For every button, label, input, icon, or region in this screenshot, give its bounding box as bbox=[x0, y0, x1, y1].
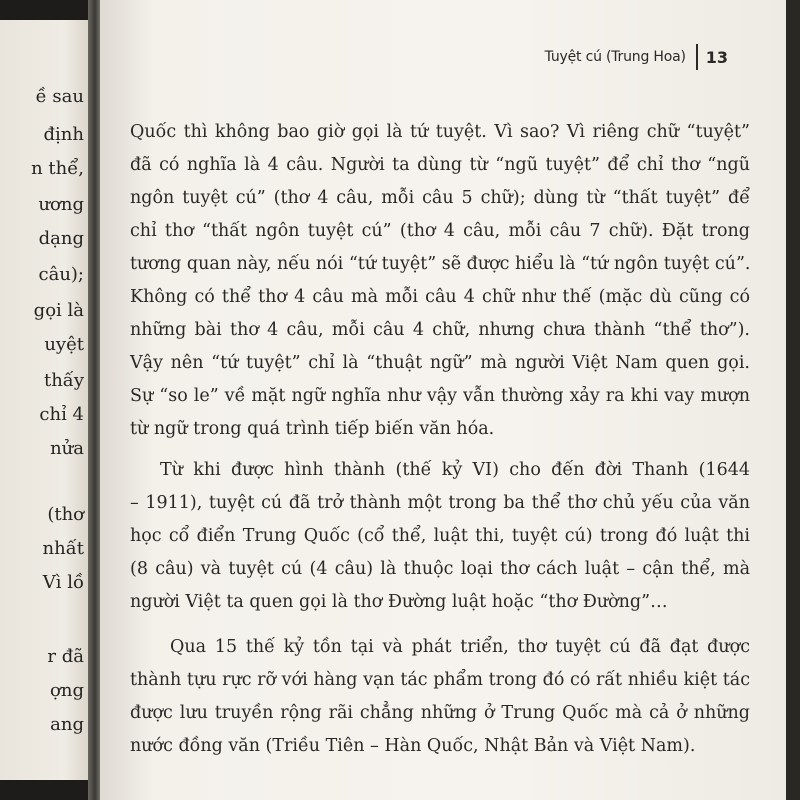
left-page-fragment: định bbox=[43, 124, 84, 145]
page-number: 13 bbox=[705, 47, 728, 67]
left-page-fragment: uyệt bbox=[44, 334, 84, 355]
header-divider bbox=[696, 44, 698, 70]
left-page-edge bbox=[0, 20, 92, 780]
page-edge-shadow bbox=[786, 0, 800, 800]
text-line: Qua 15 thế kỷ tồn tại và phát triển, thơ tuyệt cú đã đạt được bbox=[170, 637, 750, 657]
left-page-fragment: n thể, bbox=[31, 158, 84, 179]
text-line: thành tựu rực rỡ với hàng vạn tác phẩm trong đó có rất nhiều kiệt tác bbox=[130, 670, 750, 690]
left-page-fragment: nửa bbox=[50, 438, 84, 459]
text-line: Quốc thì không bao giờ gọi là tứ tuyệt. Vì sao? Vì riêng chữ “tuyệt” bbox=[130, 122, 750, 142]
text-line: chỉ thơ “thất ngôn tuyệt cú” (thơ 4 câu, mỗi câu 7 chữ). Đặt trong bbox=[130, 221, 750, 241]
left-page-fragment: ợng bbox=[50, 680, 84, 701]
text-line: tương quan này, nếu nói “tứ tuyệt” sẽ được hiểu là “tứ ngôn tuyệt cú”. bbox=[130, 254, 751, 274]
left-page-fragment: dạng bbox=[38, 228, 84, 249]
left-page-fragment: ương bbox=[38, 194, 84, 215]
body-text bbox=[130, 116, 750, 763]
left-page-fragment: (thơ bbox=[47, 504, 84, 525]
text-line: người Việt ta quen gọi là thơ Đường luật hoặc “thơ Đường”… bbox=[130, 592, 668, 612]
text-line: nước đồng văn (Triều Tiên – Hàn Quốc, Nhật Bản và Việt Nam). bbox=[130, 736, 696, 756]
text-line: (8 câu) và tuyệt cú (4 câu) là thuộc loại thơ cách luật – cận thể, mà bbox=[130, 559, 750, 579]
text-line: ngôn tuyệt cú” (thơ 4 câu, mỗi câu 5 chữ); dùng từ “thất tuyệt” để bbox=[130, 188, 750, 208]
text-line: đã có nghĩa là 4 câu. Người ta dùng từ “ngũ tuyệt” để chỉ thơ “ngũ bbox=[130, 155, 750, 175]
page-header bbox=[545, 44, 728, 70]
paragraph-2 bbox=[130, 454, 750, 619]
left-page-fragment: gọi là bbox=[33, 300, 84, 321]
right-page bbox=[100, 0, 786, 800]
left-page-fragment: ề sau bbox=[35, 86, 84, 107]
left-page-fragment: Vì lồ bbox=[42, 572, 84, 593]
text-line: Không có thể thơ 4 câu mà mỗi câu 4 chữ như thế (mặc dù cũng có bbox=[130, 287, 750, 307]
left-page-fragment: chỉ 4 bbox=[39, 404, 84, 425]
left-page-fragment: thấy bbox=[43, 370, 84, 391]
text-line: Vậy nên “tứ tuyệt” chỉ là “thuật ngữ” mà người Việt Nam quen gọi. bbox=[130, 353, 750, 373]
paragraph-1 bbox=[130, 116, 750, 446]
left-page-fragment: r đã bbox=[47, 646, 84, 667]
running-title: Tuyệt cú (Trung Hoa) bbox=[544, 49, 686, 65]
text-line: Từ khi được hình thành (thế kỷ VI) cho đến đời Thanh (1644 bbox=[160, 460, 750, 480]
text-line: – 1911), tuyệt cú đã trở thành một trong ba thể thơ chủ yếu của văn bbox=[130, 493, 750, 513]
text-line: Sự “so le” về mặt ngữ nghĩa như vậy vẫn thường xảy ra khi vay mượn bbox=[130, 386, 750, 406]
paragraph-3 bbox=[130, 631, 750, 763]
text-line: học cổ điển Trung Quốc (cổ thể, luật thi, tuyệt cú) trong đó luật thi bbox=[130, 526, 750, 546]
text-line: từ ngữ trong quá trình tiếp biến văn hóa. bbox=[130, 419, 495, 439]
left-page-fragment: ang bbox=[50, 714, 84, 735]
left-page-fragment: nhất bbox=[42, 538, 84, 559]
left-page-fragment: câu); bbox=[38, 264, 84, 285]
text-line: được lưu truyền rộng rãi chẳng những ở Trung Quốc mà cả ở những bbox=[130, 703, 750, 723]
text-line: những bài thơ 4 câu, mỗi câu 4 chữ, nhưng chưa thành “thể thơ”). bbox=[130, 320, 750, 340]
